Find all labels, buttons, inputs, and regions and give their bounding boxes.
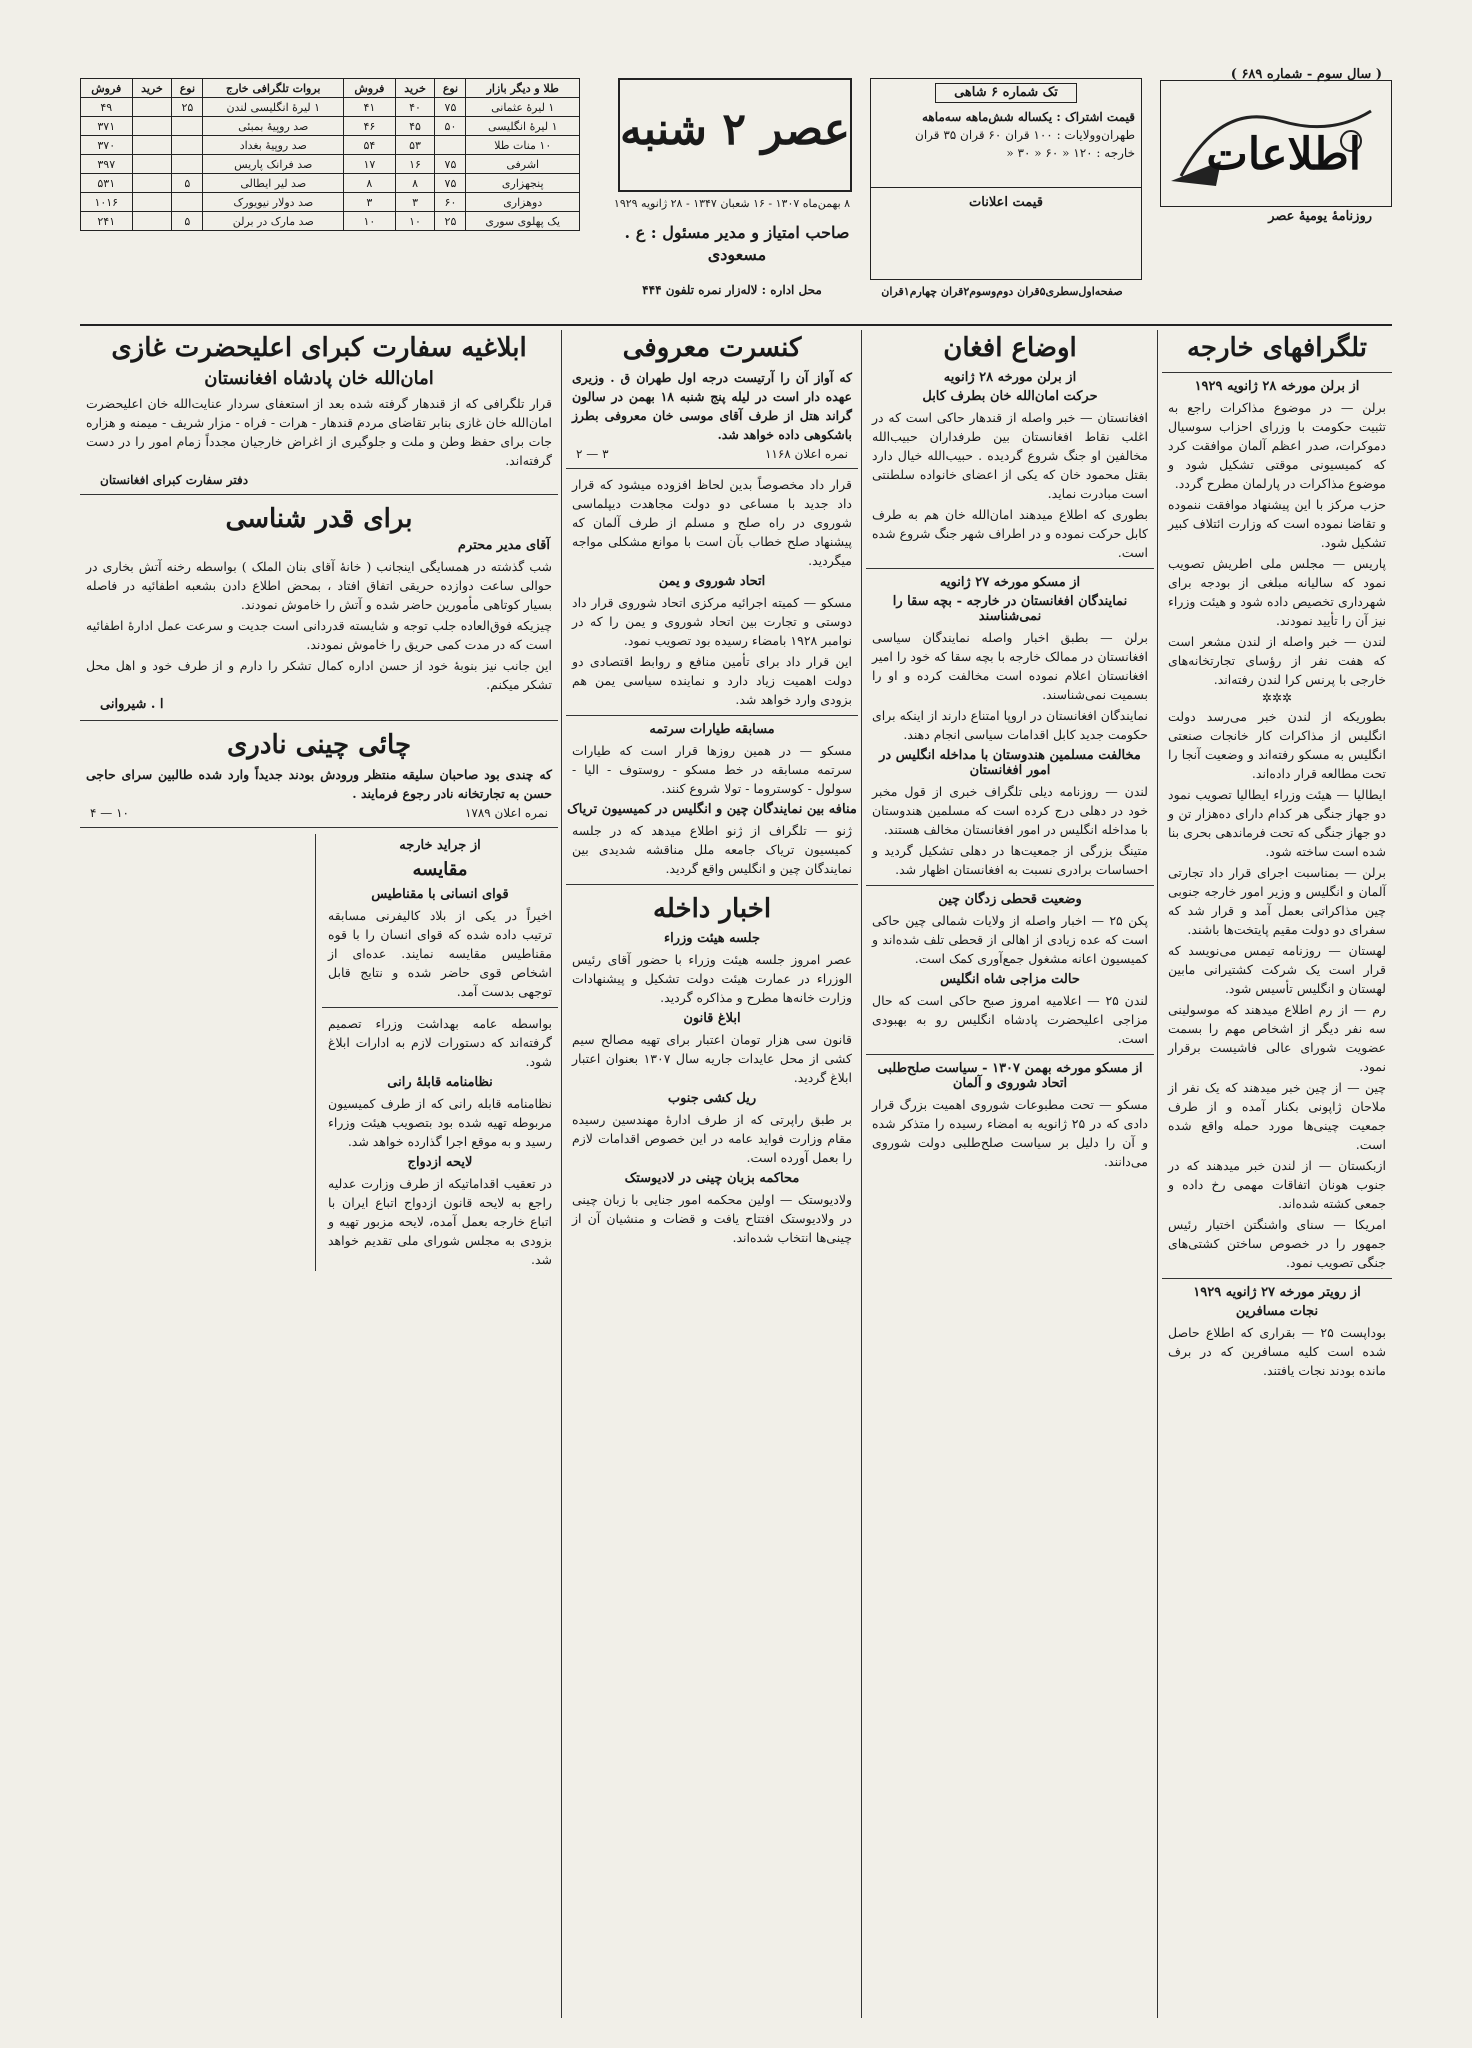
article-paragraph: چین — از چین خبر میدهند که یک نفر از ملاحان ژاپونی بکنار آمده و از طرف جمعیت چینی‌ها مورد حمله واقع شده است.	[1168, 1080, 1386, 1152]
star-ornament: ✲✲✲	[1261, 691, 1293, 705]
subheading: اتحاد شوروی و یمن	[658, 574, 766, 589]
article-paragraph: پاریس — مجلس ملی اطریش تصویب نمود که سالیانه مبلغی از بودجه برای شهرداری تخصیص داده شود و هیئت وزراء نیز آن را تأیید نمودند.	[1168, 556, 1386, 628]
letter-signature: ا . شیروانی	[100, 697, 164, 712]
dateline: از برلن مورخه ۲۸ ژانویه ۱۹۲۹	[1194, 379, 1360, 394]
article-paragraph: بوداپست ۲۵ — بقراری که اطلاع حاصل شده است کلیه مسافرین که در برف مانده بودند نجات یافتند.	[1168, 1325, 1387, 1378]
office-line: محل اداره : لاله‌زار نمره تلفون ۴۴۴	[642, 283, 822, 297]
article-paragraph: قرار تلگرافی که از قندهار گرفته شده بعد از استعفای سردار عنایت‌الله خان اعلیحضرت امان‌الله خان غازی بنابر تقاضای مردم قندهار - هرات - فراه - مزار شریف - میمنه و هزاره جات برای حفظ وطن و ملت و جلوگیری از اغراض خارجیان مجدداً زمام امور را در دست گرفته‌اند.	[86, 396, 552, 468]
rates-table	[80, 78, 580, 231]
article-paragraph: لندن — روزنامه دیلی تلگراف خبری از قول مخبر خود در دهلی درج کرده است که مسلمین هندوستان با مداخله انگلیس در امور افغانستان مخالف هستند.	[872, 784, 1148, 837]
rate-cell: ۴۰	[395, 98, 435, 117]
rate-cell: صد روپیهٔ بغداد	[203, 136, 344, 155]
divider	[322, 1007, 558, 1008]
afghan-affairs-title: اوضاع افغان	[943, 333, 1077, 363]
article-paragraph: بطوری که اطلاع میدهند امان‌الله خان هم به طرف کابل حرکت نموده و در اطراف شهر جنگ شروع شده است.	[872, 507, 1148, 560]
subheading: نظامنامه قابلۀ رانی	[387, 1075, 493, 1090]
concert-ad-text: که آواز آن را آرتیست درجه اول طهران ق . وزیری عهده دار است در لیله پنج شنبه ۱۸ بهمن در سالون گراند هتل از طرف آقای موسی خان معروفی بطرز باشکوهی داده خواهد شد.	[572, 370, 853, 442]
rate-cell: ۷۵	[435, 98, 466, 117]
foreign-telegrams-title: تلگرافهای خارجه	[1186, 333, 1368, 363]
rate-cell: ۱ لیرهٔ انگلیسی لندن	[203, 98, 344, 117]
article-paragraph: بطوریکه از لندن خبر می‌رسد دولت انگلیس از مذاکرات کار خانجات صنعتی انگلیس به مسکو رفته‌اند و وضعیت آنجا را تحت مطالعه قرار داده‌اند.	[1168, 709, 1386, 781]
rate-cell: ۲۵	[172, 98, 203, 117]
ad-number	[90, 805, 548, 821]
article-paragraph: لهستان — روزنامه تیمس می‌نویسد که قرار است یک شرکت کشتیرانی مابین لهستان و انگلیس تأسیس شود.	[1168, 943, 1386, 996]
subheading: قوای انسانی با مقناطیس	[371, 887, 509, 902]
owner-line: صاحب امتیاز و مدیر مسئول : ع . مسعودی	[624, 223, 850, 264]
rate-cell: صد روپیهٔ بمبئی	[203, 117, 344, 136]
rate-cell: ۴۹	[81, 98, 133, 117]
article-paragraph: قرار داد مخصوصاً بدین لحاظ افزوده میشود که قرار داد جدید با مساعی دو دولت مجاهدت دیپلماسی شوروی در راه صلح و مسلم از طرف آلمان که پیشنهاد صلح خطاب بآن است با موانع مشکلی مواجه میگردید.	[572, 477, 852, 568]
divider	[1162, 372, 1392, 373]
dateline: از برلن مورخه ۲۸ ژانویه	[943, 370, 1077, 385]
rate-cell: صد دولار نیویورک	[203, 193, 344, 212]
rate-cell: ۳۷۱	[81, 117, 133, 136]
rate-cell: ۲۴۱	[81, 212, 133, 231]
rates-table-box	[80, 78, 580, 270]
article-paragraph: برلن — در موضوع مذاکرات راجع به تثبیت حکومت با وزرای احزاب سوسیال دموکرات، صدر اعظم آلمان موافقت کرد که کمیسیونی موقتی تشکیل شود و موضوع مذاکرات در پارلمان مطرح گردد.	[1168, 400, 1386, 491]
rate-cell: ۵۳۱	[81, 174, 133, 193]
rates-row	[81, 98, 580, 117]
paper-subtitle: روزنامهٔ یومیهٔ عصر	[1268, 209, 1372, 224]
subheading: محاکمه بزبان چینی در لادیوستک	[624, 1171, 800, 1186]
article-paragraph: لندن — خبر واصله از لندن مشعر است که هفت نفر از رؤسای تجارتخانه‌های خارجی با پرنس کرا لندن رفته‌اند.	[1168, 634, 1386, 687]
ad-marks: ۳ — ۲	[576, 447, 609, 461]
rates-header-sell: فروش	[344, 79, 395, 98]
article-paragraph: نمایندگان افغانستان در اروپا امتناع دارند از اینکه برای حکومت جدید کابل اقدامات سیاسی انجام دهند.	[872, 708, 1148, 742]
comparison-article	[322, 834, 558, 1271]
ad-number-text: نمره اعلان ۱۷۸۹	[464, 806, 548, 820]
rate-cell: ۵۳	[395, 136, 435, 155]
rate-cell: ۱۰۱۶	[81, 193, 133, 212]
article-paragraph: مسکو — کمیته اجرائیه مرکزی اتحاد شوروی قرار داد دوستی و تجارت بین اتحاد شوروی و یمن را که در نوامبر ۱۹۲۸ بامضاء رسیده بود تصویب نمود.	[572, 595, 852, 648]
rate-cell	[172, 155, 203, 174]
rate-cell: ۵۰	[435, 117, 466, 136]
rate-cell: ۸	[395, 174, 435, 193]
rate-cell: اشرفی	[466, 155, 580, 174]
subscription-tehran: طهران‌وولایات : ۱۰۰ قران ۶۰ قران ۳۵ قران	[915, 128, 1135, 142]
article-paragraph: مسکو — تحت مطبوعات شوروی اهمیت بزرگ قرار دادی که در ۲۵ ژانویه به امضاء رسیده را متذکر شده و آن را دلیل بر سیاست صلح‌طلبی دولت شوروی می‌دانند.	[872, 1097, 1148, 1169]
divider	[566, 468, 858, 469]
rate-cell	[172, 193, 203, 212]
newspaper-page	[80, 68, 1392, 2018]
subscription-abroad: خارجه : ۱۲۰ « ۶۰ « ۳۰ «	[1006, 146, 1135, 160]
spacer-column	[80, 834, 309, 1271]
article-paragraph: قانون سی هزار تومان اعتبار برای تهیه مصالح سیم کشی از محل عایدات جاریه سال ۱۳۰۷ بعنوان اعتبار ابلاغ گردید.	[572, 1032, 852, 1085]
rate-cell: ۳	[395, 193, 435, 212]
rates-header-drafts: بروات تلگرافی خارج	[203, 79, 344, 98]
rates-row	[81, 136, 580, 155]
rate-cell: دوهزاری	[466, 193, 580, 212]
rate-cell: ۸	[344, 174, 395, 193]
divider	[566, 715, 858, 716]
divider	[566, 884, 858, 885]
rates-row	[81, 174, 580, 193]
rate-cell	[132, 98, 172, 117]
rate-cell: ۵۴	[344, 136, 395, 155]
article-paragraph: افغانستان — خبر واصله از قندهار حاکی است که در اغلب نقاط افغانستان بین طرفداران حبیب‌الله مخالفین او جنگ شروع گردیده . حبیب‌الله خیال دارد بقتل محمود خان که یکی از اعضای خانواده سلطنتی است مبادرت نماید.	[872, 410, 1148, 501]
column-afghan-affairs	[866, 330, 1154, 2018]
rate-cell	[132, 155, 172, 174]
rate-cell: ۴۵	[395, 117, 435, 136]
column-rule	[561, 330, 562, 2018]
rate-cell: صد مارک در برلن	[203, 212, 344, 231]
rates-header-type2: نوع	[172, 79, 203, 98]
rate-cell: صد فرانک پاریس	[203, 155, 344, 174]
domestic-news-title: اخبار داخله	[652, 894, 772, 924]
rate-cell: پنجهزاری	[466, 174, 580, 193]
article-paragraph: برلن — بطبق اخبار واصله نمایندگان سیاسی افغانستان در ممالک خارجه با بچه سقا که خود را امیر افغانستان اعلام نموده است مخالفت کرده و او را بسمیت نمی‌شناسند.	[872, 630, 1148, 702]
article-paragraph: این قرار داد برای تأمین منافع و روابط اقتصادی دو دولت اهمیت زیاد دارد و نماینده سیاسی یمن هم بزودی وارد خواهد شد.	[572, 654, 852, 707]
article-paragraph: در تعقیب اقداماتیکه از طرف وزارت عدلیه راجع به لایحه قانون ازدواج اتباع ایران با اتباع خارجه بعمل آمده، لایحه مزبور تهیه و بزودی به مجلس شورای ملی تقدیم خواهد شد.	[328, 1176, 552, 1267]
article-paragraph: لندن ۲۵ — اعلامیه امروز صبح حاکی است که حال مزاجی اعلیحضرت پادشاه انگلیس رو به بهبودی است.	[872, 993, 1148, 1046]
rate-cell: ۱۷	[344, 155, 395, 174]
rate-cell: ۴۱	[344, 98, 395, 117]
rates-row	[81, 212, 580, 231]
column-rule	[1157, 330, 1158, 2018]
dateline: از مسکو مورخه ۲۷ ژانویه	[939, 575, 1081, 590]
rate-cell: ۳	[344, 193, 395, 212]
subscription-box	[870, 78, 1142, 280]
rate-cell: ۴۶	[344, 117, 395, 136]
rates-header-buy2: خرید	[132, 79, 172, 98]
rate-cell	[172, 117, 203, 136]
day-box	[618, 78, 852, 192]
rate-cell: ۳۷۰	[81, 136, 133, 155]
subheading: نجات مسافرین	[1235, 1304, 1319, 1319]
concert-title: کنسرت معروفی	[622, 333, 802, 363]
rate-cell: ۱ لیرهٔ انگلیسی	[466, 117, 580, 136]
masthead	[80, 68, 1392, 326]
subheading: منافه بین نمایندگان چین و انگلیس در کمیسیون تریاک	[567, 802, 857, 817]
subheading: نمایندگان افغانستان در خارجه - بچه سقا را نمی‌شناسند	[892, 594, 1128, 624]
divider	[80, 720, 558, 721]
article-paragraph: مسکو — در همین روزها قرار است که طیارات سرتمه مسابقه در خط مسکو - روستوف - الیا - سولول - کوستروما - تولا شروع کنند.	[572, 743, 852, 796]
subheading: حالت مزاجی شاه انگلیس	[940, 972, 1080, 987]
article-paragraph: ازبکستان — از لندن خبر میدهند که در جنوب هونان اتفاقات مهمی رخ داده و جمعی کشته شده‌اند.	[1168, 1158, 1386, 1211]
article-paragraph: این جانب نیز بنوبهٔ خود از حسن اداره کمال تشکر را دارم و از طرف خود و اهل محل تشکر میکنم.	[86, 658, 552, 692]
rate-cell	[132, 212, 172, 231]
rate-cell	[172, 136, 203, 155]
ad-marks: ۱۰ — ۴	[90, 806, 129, 820]
article-paragraph: بر طبق راپرتی که از طرف ادارهٔ مهندسین رسیده مقام وزارت فواید عامه در این خصوص اقدامات لازم را بعمل آورده است.	[572, 1112, 852, 1165]
rate-cell: ۳۹۷	[81, 155, 133, 174]
rate-cell: ۱۰	[395, 212, 435, 231]
rate-cell: ۱۰ منات طلا	[466, 136, 580, 155]
rates-row	[81, 193, 580, 212]
subheading: وضعیت قحطی زدگان چین	[938, 892, 1082, 907]
subheading: حرکت امان‌الله خان بطرف کابل	[922, 389, 1098, 404]
column-embassy-notice	[80, 330, 558, 2018]
article-paragraph: بواسطه عامه بهداشت وزراء تصمیم گرفته‌اند که دستورات لازم به ادارات ابلاغ شود.	[328, 1016, 552, 1069]
divider	[80, 494, 558, 495]
article-paragraph: چیزیکه فوق‌العاده جلب توجه و شایسته قدردانی است جدیت و سرعت عمل ادارهٔ اطفائیه است که در مدت کمی حریق را خاموش نمودند.	[86, 618, 552, 652]
subheading: از جراید خارجه	[399, 838, 481, 853]
rate-cell	[132, 136, 172, 155]
article-paragraph: شب گذشته در همسایگی اینجانب ( خانهٔ آقای بنان الملک ) بواسطه رخنه آتش بخاری در حوالی ساعت دوازده حریقی اتفاق افتاد ، بمحض اطلاع دادن بشعبه اطفائیه در فاصله بسیار کوتاهی مأمورین حاضر شده و آتش را خاموش نمودند.	[86, 559, 552, 612]
subheading: جلسه هیئت وزراء	[664, 931, 760, 946]
subheading: ریل کشی جنوب	[667, 1091, 757, 1106]
ad-number	[576, 446, 848, 462]
rate-cell	[132, 117, 172, 136]
rate-cell: ۷۵	[435, 174, 466, 193]
rate-cell: ۶۰	[435, 193, 466, 212]
article-paragraph: ژنو — تلگراف از ژنو اطلاع میدهد که در جلسه کمیسیون تریاک جامعه ملل مناقشه شدیدی بین نمایندگان چین و انگلیس واقع گردید.	[572, 823, 852, 876]
subheading: مخالفت مسلمین هندوستان با مداخله انگلیس در امور افغانستان	[879, 748, 1141, 778]
column-foreign-telegrams	[1162, 330, 1392, 2018]
tea-ad-text: که چندی بود صاحبان سلیقه منتظر ورودش بودند جدیداً وارد شده طالبین سرای حاجی حسن به تجارتخانه نادر رجوع فرمایند .	[86, 767, 552, 801]
rate-cell: صد لیر ایطالی	[203, 174, 344, 193]
ads-label: قیمت اعلانات	[871, 187, 1141, 212]
article-paragraph: متینگ بزرگی از جمعیت‌ها در دهلی تشکیل گردید و احساسات برادری نسبت به افغانستان اظهار شد.	[872, 843, 1148, 877]
article-paragraph: نظامنامه قابله رانی که از طرف کمیسیون مربوطه تهیه شده بود بتصویب هیئت وزراء رسید و به موقع اجرا گذارده خواهد شد.	[328, 1096, 552, 1149]
embassy-title: ابلاغیه سفارت کبرای اعلیحضرت غازی	[111, 333, 527, 363]
article-paragraph: ایطالیا — هیئت وزراء ایطالیا تصویب نمود دو جهاز جنگی هر کدام دارای ده‌هزار تن و دو جهاز جنگی که تحت فرماندهی بحری بنا شده است ساخته شود.	[1168, 787, 1386, 859]
single-price: تک شماره ۶ شاهی	[935, 83, 1077, 103]
day-title: عصر ۲ شنبه	[620, 104, 850, 155]
rate-cell	[132, 174, 172, 193]
article-paragraph: رم — از رم اطلاع میدهند که موسولینی سه نفر دیگر از اشخاص مهم را بسمت عضویت شورای عالی فاشیست برقرار نمود.	[1168, 1002, 1386, 1074]
divider	[1162, 1278, 1392, 1279]
rates-row	[81, 117, 580, 136]
subheading: لایحه ازدواج	[407, 1155, 473, 1170]
ads-rates: صفحه‌اول‌سطری۵قران دوم‌وسوم۲قران چهارم۱قران	[881, 285, 1123, 298]
rate-cell: ۷۵	[435, 155, 466, 174]
subscription-label: قیمت اشتراک : یکساله شش‌ماهه سه‌ماهه	[921, 110, 1135, 124]
column-rule	[315, 834, 316, 1271]
embassy-subtitle: امان‌الله خان پادشاه افغانستان	[204, 368, 434, 389]
divider	[866, 885, 1154, 886]
comparison-title: مقایسه	[412, 859, 468, 880]
rates-row	[81, 155, 580, 174]
article-paragraph: ولادیوستک — اولین محکمه امور جنایی با زبان چینی در ولادیوستک افتتاح یافت و قضات و منشیان آن از چینی‌ها انتخاب شده‌اند.	[572, 1192, 852, 1245]
issue-number: ( سال سوم - شماره ۶۸۹ )	[1230, 67, 1382, 82]
tea-ad-title: چائی چینی نادری	[226, 730, 412, 760]
gratitude-title: برای قدر شناسی	[225, 504, 413, 534]
rate-cell: ۲۵	[435, 212, 466, 231]
logo-text: اطلاعات	[1206, 129, 1361, 180]
rates-header-type: نوع	[435, 79, 466, 98]
subheading: از مسکو مورخه بهمن ۱۳۰۷ - سیاست صلح‌طلبی اتحاد شوروی و آلمان	[877, 1061, 1143, 1091]
bottom-split	[80, 834, 558, 1271]
rate-cell: ۱۰	[344, 212, 395, 231]
divider	[80, 827, 558, 828]
subheading: ابلاغ قانون	[683, 1011, 741, 1026]
column-rule	[861, 330, 862, 2018]
rate-cell	[132, 193, 172, 212]
rates-header-sell2: فروش	[81, 79, 133, 98]
divider	[866, 568, 1154, 569]
ad-number-text: نمره اعلان ۱۱۶۸	[764, 447, 848, 461]
embassy-signature: دفتر سفارت کبرای افغانستان	[100, 473, 249, 487]
rate-cell: یک پهلوی سوری	[466, 212, 580, 231]
rates-header-buy: خرید	[395, 79, 435, 98]
rate-cell: ۵	[172, 212, 203, 231]
divider	[866, 1054, 1154, 1055]
rate-cell: ۱ لیرهٔ عثمانی	[466, 98, 580, 117]
rates-header-gold: طلا و دیگر بازار	[466, 79, 580, 98]
subheading: مسابقه طیارات سرتمه	[649, 722, 775, 737]
rates-body	[81, 98, 580, 231]
article-paragraph: اخیراً در یکی از بلاد کالیفرنی مسابقه ترتیب داده شده که قوای انسان را با قوه مقناطیس مقایسه نمایند. عده‌ای از اشخاص قوی حاضر شده و نتایج قابل توجهی بدست آمد.	[328, 908, 552, 999]
date-line: ۸ بهمن‌ماه ۱۳۰۷ - ۱۶ شعبان ۱۳۴۷ - ۲۸ ژانویه ۱۹۲۹	[613, 197, 851, 210]
rate-cell: ۱۶	[395, 155, 435, 174]
column-concert	[566, 330, 858, 2018]
article-paragraph: حزب مرکز با این پیشنهاد موافقت ننموده و تقاضا نموده است که وزارت ائتلاف کبیر تشکیل شود.	[1168, 497, 1386, 550]
logo-box	[1160, 80, 1392, 207]
article-paragraph: امریکا — سنای واشنگتن اختیار رئیس جمهور را در خصوص ساختن کشتی‌های جنگی تصویب نمود.	[1168, 1217, 1386, 1270]
dateline: از رویتر مورخه ۲۷ ژانویه ۱۹۲۹	[1193, 1285, 1361, 1300]
rate-cell	[435, 136, 466, 155]
article-paragraph: برلن — بمناسبت اجرای قرار داد تجارتی آلمان و انگلیس و وزیر امور خارجه جنوبی چین مذاکراتی بعمل آمد و قرار شد که سفرای دو دولت مقیم پایتخت‌ها باشند.	[1168, 865, 1386, 937]
article-paragraph: عصر امروز جلسه هیئت وزراء با حضور آقای رئیس الوزراء در عمارت هیئت دولت تشکیل و پیشنهادات وزارت خانه‌ها مطرح و مذاکره گردید.	[572, 952, 852, 1005]
article-paragraph: پکن ۲۵ — اخبار واصله از ولایات شمالی چین حاکی است که عده زیادی از اهالی از قحطی تلف شده‌اند و کمیسیون اعانه مشغول جمع‌آوری کمک است.	[872, 913, 1148, 966]
rate-cell: ۵	[172, 174, 203, 193]
salutation: آقای مدیر محترم	[457, 538, 550, 553]
